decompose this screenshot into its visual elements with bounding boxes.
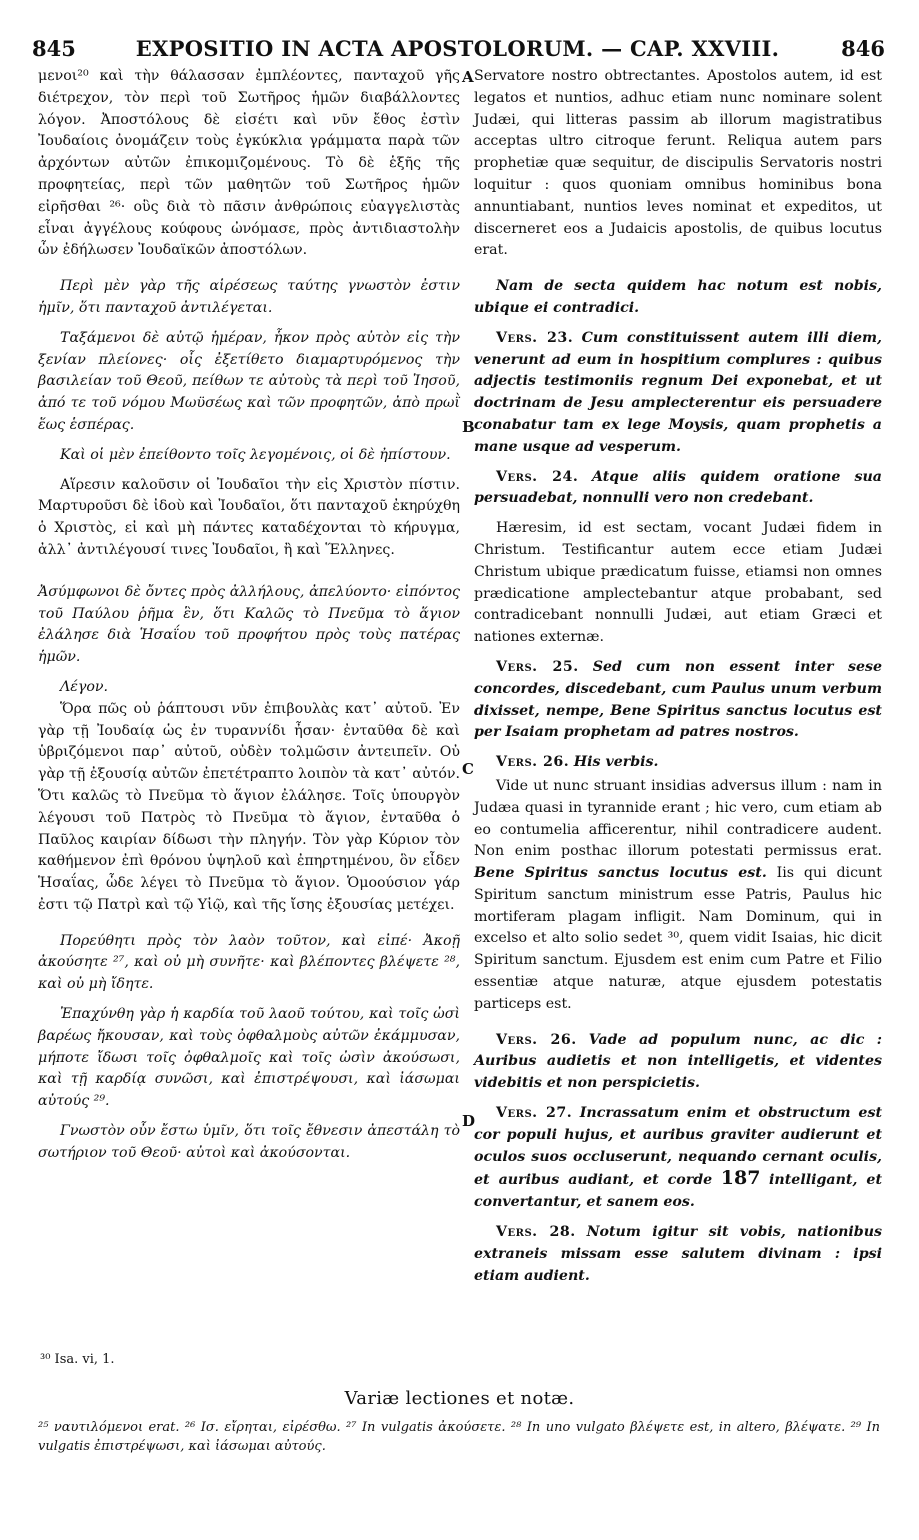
- greek-paragraph: μενοι²⁰ καὶ τὴν θάλασσαν ἐμπλέοντες, πανταχοῦ γῆς διέτρεχον, τὸν περὶ τοῦ Σωτῆρος ἡμῶν διαβάλλοντες λόγον. Ἀποστόλους δὲ εἰσέτι καὶ νῦν ἔθος ἐστὶν Ἰουδαίοις ὀνομάζειν τοὺς ἐγκύκλια γράμματα παρὰ τῶν ἀρχόντων αὐτῶν ἐπικομιζομένους. Τὸ δὲ ἑξῆς τῆς προφητείας, περὶ τῶν μαθητῶν τοῦ Σωτῆρος ἡμῶν εἰρῆσθαι ²⁶· οὓς διὰ τὸ πᾶσιν ἀνθρώποις εὐαγγελιστὰς εἶναι ἀγγέλους κούφους ὠνόμασε, πρὸς ἀντιδιαστολὴν ὧν ἐδήλωσεν Ἰουδαϊκῶν ἀποστόλων.: [38, 68, 460, 259]
- verse-text: Sed cum non essent inter sese concordes, discedebant, cum Paulus unum verbum dixisset, nempe, Bene Spiritus sanctus locutus est per Isaiam prophetam ad patres nostros.: [474, 658, 882, 741]
- latin-paragraph: Hæresim, id est sectam, vocant Judæi fidem in Christum. Testificantur autem ecce etiam Judæi Christum ubique prædicatum fuisse, etiamsi non omnes prædicatione amplectebantur atque probabant, sed contradicebant nonnulli Judæi, aut etiam Græci et nationes externæ.: [474, 520, 882, 646]
- notes-title: Variæ lectiones et notæ.: [344, 1388, 575, 1409]
- margin-letter-c: C: [462, 760, 474, 778]
- commentary-text: Vide ut nunc struant insidias adversus illum : nam in Judæa quasi in tyrannide erant ; hic vero, cum etiam ab eo contumelia afficerentur, nihil contradicere audent. Non enim posthac illorum potestati permissus erat.: [474, 777, 882, 860]
- column-number: 187: [720, 1167, 761, 1190]
- notes-body: ²⁵ ναυτιλόμενοι erat. ²⁶ Ισ. εἴρηται, εἰρέσθω. ²⁷ In vulgatis ἀκούσετε. ²⁸ In uno vulgato βλέψετε est, in altero, βλέψατε. ²⁹ In vulgatis ἐπιστρέψωσι, καὶ ἰάσωμαι αὐτούς.: [38, 1420, 880, 1454]
- latin-verse: [474, 1222, 882, 1287]
- commentary-text: Iis qui dicunt Spiritum sanctum ministrum esse Patris, Paulus hic mortiferam plagam infligit. Nam Dominum, qui in excelso et alto solio sedet ³⁰, quem vidit Isaias, hic dicit Spiritum sanctum. Ejusdem est enim cum Patre et Filio essentiæ atque naturæ, atque ejusdem potestatis particeps est.: [474, 865, 882, 1012]
- verse-label: Vers. 26.: [496, 1031, 577, 1048]
- page-number-left: 845: [32, 36, 76, 61]
- verse-label: Vers. 24.: [496, 468, 579, 485]
- greek-scripture: Λέγον.: [60, 678, 109, 695]
- greek-scripture: Γνωστὸν οὖν ἔστω ὑμῖν, ὅτι τοῖς ἔθνεσιν ἀπεστάλη τὸ σωτήριον τοῦ Θεοῦ· αὐτοὶ καὶ ἀκούσονται.: [38, 1123, 460, 1161]
- page-number-right: 846: [841, 36, 885, 61]
- verse-label: Vers. 23.: [496, 329, 574, 346]
- latin-verse: [474, 467, 882, 511]
- greek-scripture: Πορεύθητι πρὸς τὸν λαὸν τοῦτον, καὶ εἰπέ· Ἀκοῇ ἀκούσητε ²⁷, καὶ οὐ μὴ συνῆτε· καὶ βλέποντες βλέψετε ²⁸, καὶ οὐ μὴ ἴδητε.: [38, 932, 460, 993]
- verse-text: Cum constituissent autem illi diem, venerunt ad eum in hospitium complures : quibus adjectis testimoniis regnum Dei exponebat, et ut doctrinam de Jesu amplecterentur eis persuadere conabatur tam ex lege Moysis, quam prophetis a mane usque ad vesperum.: [474, 329, 882, 455]
- verse-text: Vade ad populum nunc, ac dic : Auribus audietis et non intelligetis, et videntes videbitis et non perspicietis.: [474, 1031, 882, 1092]
- verse-text: His verbis.: [573, 754, 659, 771]
- verse-text: Incrassatum enim et obstructum est cor populi hujus, et auribus graviter audierunt et oculos suos occluserunt, nequando cernant oculis, et auribus audiant, et corde: [474, 1105, 882, 1189]
- greek-scripture: Ταξάμενοι δὲ αὐτῷ ἡμέραν, ἧκον πρὸς αὐτὸν εἰς τὴν ξενίαν πλείονες· οἷς ἐξετίθετο διαμαρτυρόμενος τὴν βασιλείαν τοῦ Θεοῦ, πείθων τε αὐτοὺς τὰ περὶ τοῦ Ἰησοῦ, ἀπό τε τοῦ νόμου Μωϋσέως καὶ τῶν προφητῶν, ἀπὸ πρωῒ ἕως ἑσπέρας.: [38, 329, 460, 433]
- running-title: EXPOSITIO IN ACTA APOSTOLORUM. — CAP. XXVIII.: [135, 36, 780, 61]
- latin-verse: [474, 1030, 882, 1095]
- commentary-quote: Bene Spiritus sanctus locutus est.: [474, 865, 767, 882]
- greek-paragraph: Ὅρα πῶς οὐ ῥάπτουσι νῦν ἐπιβουλὰς κατ᾽ αὐτοῦ. Ἐν γὰρ τῇ Ἰουδαίᾳ ὡς ἐν τυραννίδι ἦσαν· ἐνταῦθα δὲ καὶ ὑβριζόμενοι παρ᾽ αὐτοῦ, οὐδὲν τολμῶσιν ἀντειπεῖν. Οὐ γὰρ τῇ ἐξουσίᾳ αὐτῶν ἐπετέτραπτο λοιπὸν τὰ κατ᾽ αὐτόν. Ὅτι καλῶς τὸ Πνεῦμα τὸ ἅγιον ἐλάλησε. Τοῖς ὑπουργὸν λέγουσι τοῦ Πατρὸς τὸ Πνεῦμα τὸ ἅγιον, ἐνταῦθα ὁ Παῦλος καιρίαν δίδωσι τὴν πληγήν. Τὸν γὰρ Κύριον τὸν καθήμενον ἐπὶ θρόνου ὑψηλοῦ καὶ ἐπηρτημένου, ὃν εἶδεν Ἡσαΐας, ὧδε λέγει τὸ Πνεῦμα τὸ ἅγιον. Ὁμοούσιον γάρ ἐστι τῷ Πατρὶ καὶ τῷ Υἱῷ, καὶ τῆς ἴσης ἐξουσίας μετέχει.: [38, 700, 460, 913]
- latin-verse: [474, 752, 882, 774]
- latin-paragraph: Servatore nostro obtrectantes. Apostolos autem, id est legatos et nuntios, adhuc etiam nunc nominare solent Judæi, qui litteras passim ab illorum magistratibus acceptas ultro citroque ferunt. Reliqua autem pars prophetiæ quæ sequitur, de discipulis Servatoris nostri loquitur : quos quoniam omnibus hominibus bona annuntiabant, nuntios leves nominat et expeditos, ut discerneret eos a Judaicis apostolis, de quibus locutus erat.: [474, 68, 882, 259]
- greek-paragraph: Αἵρεσιν καλοῦσιν οἱ Ἰουδαῖοι τὴν εἰς Χριστὸν πίστιν. Μαρτυροῦσι δὲ ἰδοὺ καὶ Ἰουδαῖοι, ὅτι πανταχοῦ ἐκηρύχθη ὁ Χριστὸς, εἰ καὶ μὴ πάντες καταδέχονται τὸ κήρυγμα, ἀλλ᾽ ἀντιλέγουσί τινες Ἰουδαῖοι, ἢ καὶ Ἕλληνες.: [38, 476, 460, 558]
- latin-verse: [474, 328, 882, 459]
- greek-column: [38, 66, 460, 1173]
- greek-scripture: Περὶ μὲν γὰρ τῆς αἱρέσεως ταύτης γνωστὸν ἐστιν ἡμῖν, ὅτι πανταχοῦ ἀντιλέγεται.: [38, 278, 460, 316]
- verse-label: Vers. 25.: [496, 658, 579, 675]
- greek-scripture: Ἀσύμφωνοι δὲ ὄντες πρὸς ἀλλήλους, ἀπελύοντο· εἰπόντος τοῦ Παύλου ῥῆμα ἓν, ὅτι Καλῶς τὸ Πνεῦμα τὸ ἅγιον ἐλάλησε διὰ Ἡσαΐου τοῦ προφήτου πρὸς τοὺς πατέρας ἡμῶν.: [38, 583, 460, 666]
- running-header: [30, 36, 885, 66]
- greek-scripture: Καὶ οἱ μὲν ἐπείθοντο τοῖς λεγομένοις, οἱ δὲ ἠπίστουν.: [60, 446, 451, 463]
- greek-scripture: Ἐπαχύνθη γὰρ ἡ καρδία τοῦ λαοῦ τούτου, καὶ τοῖς ὠσὶ βαρέως ἤκουσαν, καὶ τοὺς ὀφθαλμοὺς αὐτῶν ἐκάμμυσαν, μήποτε ἴδωσι τοῖς ὀφθαλμοῖς καὶ τοῖς ὠσὶν ἀκούσωσι, καὶ τῇ καρδίᾳ συνῶσι, καὶ ἐπιστρέψουσι, καὶ ἰάσωμαι αὐτούς ²⁹.: [38, 1006, 460, 1110]
- verse-label: Vers. 26.: [496, 754, 570, 771]
- latin-paragraph: [474, 776, 882, 1016]
- margin-letter-a: A: [462, 68, 474, 86]
- footnote: ³⁰ Isa. vi, 1.: [40, 1352, 115, 1367]
- latin-verse: [474, 657, 882, 744]
- latin-scripture: Nam de secta quidem hac notum est nobis, ubique ei contradici.: [474, 278, 882, 316]
- margin-letter-d: D: [462, 1112, 476, 1130]
- verse-text: Atque aliis quidem oratione sua persuadebat, nonnulli vero non credebant.: [474, 468, 882, 507]
- margin-letter-b: B: [462, 418, 475, 436]
- verse-label: Vers. 27.: [496, 1105, 573, 1122]
- verse-text: Notum igitur sit vobis, nationibus extraneis missam esse salutem divinam : ipsi etiam audient.: [474, 1224, 883, 1284]
- verse-text: intelligant, et convertantur, et sanem eos.: [474, 1172, 883, 1211]
- latin-column: [474, 66, 882, 1295]
- latin-verse: [474, 1103, 882, 1214]
- verse-label: Vers. 28.: [496, 1224, 576, 1241]
